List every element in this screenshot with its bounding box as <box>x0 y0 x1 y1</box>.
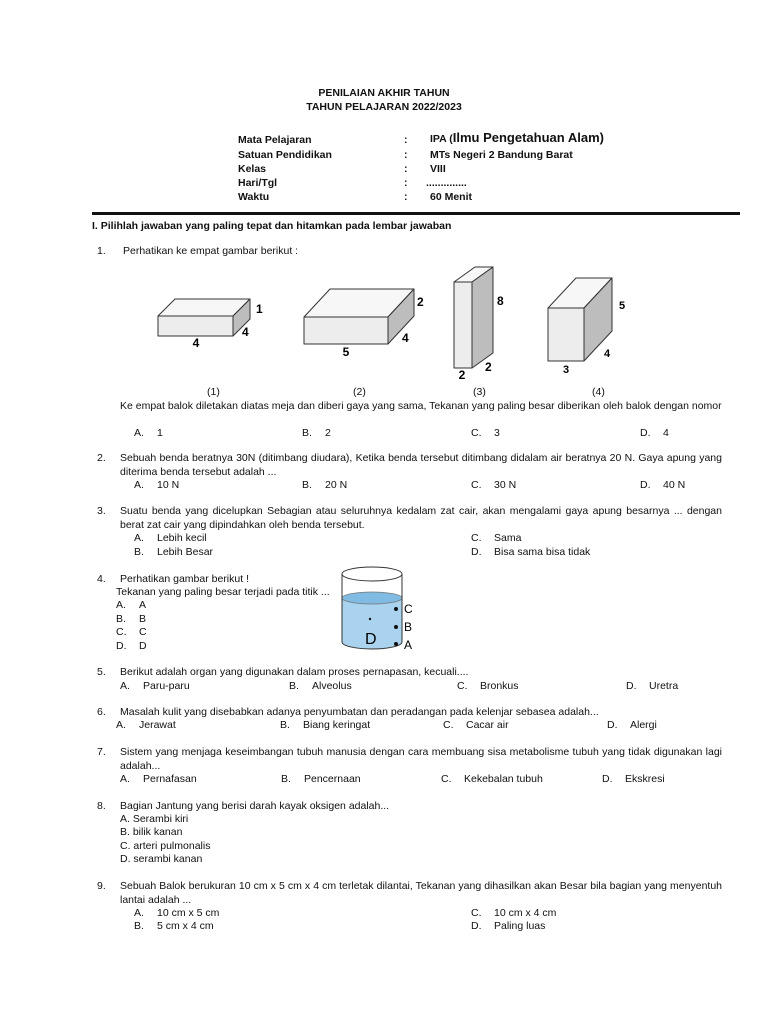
block-4-length: 3 <box>562 364 570 376</box>
label-time: Waktu <box>238 191 270 203</box>
block-3-height: 8 <box>497 294 504 308</box>
question-text: Masalah kulit yang disebabkan adanya penyumbatan dan peradangan pada kelenjar sebasea adalah... <box>120 706 599 718</box>
block-4-width: 4 <box>604 348 611 360</box>
water-cylinder-figure <box>330 562 430 662</box>
figure-label-3: (3) <box>473 386 486 398</box>
option-a[interactable]: A. Lebih kecil <box>134 532 207 544</box>
value-class: VIII <box>430 163 446 175</box>
value-subject: IPA (Ilmu Pengetahuan Alam) <box>430 130 604 145</box>
question-number: 6. <box>97 706 106 718</box>
option-c[interactable]: C. Cacar air <box>443 719 509 731</box>
figure-label-2: (2) <box>353 386 366 398</box>
option-d[interactable]: D. Paling luas <box>471 920 546 932</box>
header-divider <box>92 212 740 215</box>
block-1 <box>158 299 250 336</box>
option-a[interactable]: A. Serambi kiri <box>120 813 189 825</box>
label-day-date: Hari/Tgl <box>238 177 278 189</box>
point-d-label: D <box>365 631 377 648</box>
point-c-label: C <box>404 602 413 616</box>
exam-subtitle: TAHUN PELAJARAN 2022/2023 <box>306 101 462 113</box>
point-c-marker <box>394 607 398 611</box>
block-4 <box>548 278 612 361</box>
question-number: 5. <box>97 666 106 678</box>
question-prompt: Perhatikan ke empat gambar berikut : <box>123 245 299 257</box>
question-number: 2. <box>97 452 106 464</box>
question-number: 8. <box>97 800 106 812</box>
option-b[interactable]: B. bilik kanan <box>120 826 183 838</box>
option-c[interactable]: C. C <box>116 626 147 638</box>
block-2-length: 5 <box>342 345 350 359</box>
option-c[interactable]: C. Sama <box>471 532 522 544</box>
option-a[interactable]: A. Pernafasan <box>120 773 197 785</box>
option-c[interactable]: C. 3 <box>471 427 500 439</box>
question-line-2: Tekanan yang paling besar terjadi pada titik ... <box>116 586 330 598</box>
option-a[interactable]: A. Paru-paru <box>120 680 190 692</box>
section-instruction: I. Pilihlah jawaban yang paling tepat dan hitamkan pada lembar jawaban <box>92 220 452 232</box>
option-b[interactable]: B. 20 N <box>302 479 348 491</box>
option-b[interactable]: B. B <box>116 613 147 625</box>
sep-subject: : <box>404 134 408 146</box>
value-time: 60 Menit <box>430 191 473 203</box>
option-a[interactable]: A. A <box>116 599 147 611</box>
block-2-width: 4 <box>402 331 409 345</box>
figure-label-1: (1) <box>207 386 220 398</box>
question-number: 9. <box>97 880 106 892</box>
question-line-1: Perhatikan gambar berikut ! <box>120 573 249 585</box>
option-d[interactable]: D. serambi kanan <box>120 853 203 865</box>
block-3-length: 2 <box>458 368 466 382</box>
point-a-label: A <box>404 638 413 652</box>
value-day-date: .............. <box>426 177 467 189</box>
option-a[interactable]: A. 10 cm x 5 cm <box>134 907 220 919</box>
question-number: 1. <box>97 245 106 257</box>
option-c[interactable]: C. arteri pulmonalis <box>120 840 211 852</box>
question-text: Sebuah benda beratnya 30N (ditimbang diudara), Ketika benda tersebut ditimbang didalam air beratnya 20 N. Gaya apung yang diterima benda tersebut adalah ... <box>120 452 722 478</box>
option-c[interactable]: C. 30 N <box>471 479 517 491</box>
option-c[interactable]: C. Kekebalan tubuh <box>441 773 543 785</box>
option-b[interactable]: B. Biang keringat <box>280 719 371 731</box>
block-2-height: 2 <box>417 295 424 309</box>
option-d[interactable]: D. Uretra <box>626 680 679 692</box>
option-d[interactable]: D. Bisa sama bisa tidak <box>471 546 591 558</box>
option-c[interactable]: C. Bronkus <box>457 680 519 692</box>
point-b-label: B <box>404 620 413 634</box>
option-d[interactable]: D. 4 <box>640 427 669 439</box>
question-text: Bagian Jantung yang berisi darah kayak oksigen adalah... <box>120 800 390 812</box>
block-2 <box>304 289 414 344</box>
block-1-width: 4 <box>242 325 249 339</box>
option-b[interactable]: B. 2 <box>302 427 331 439</box>
block-1-height: 1 <box>256 302 263 316</box>
point-marker <box>369 618 371 620</box>
option-d[interactable]: D. D <box>116 640 147 652</box>
question-text: Ke empat balok diletakan diatas meja dan diberi gaya yang sama, Tekanan yang paling besar diberikan oleh balok dengan nomor <box>120 400 722 412</box>
label-class: Kelas <box>238 163 267 175</box>
question-text: Sistem yang menjaga keseimbangan tubuh manusia dengan cara membuang sisa metabolisme tubuh yang tidak digunakan lagi adalah... <box>120 746 722 772</box>
exam-title: PENILAIAN AKHIR TAHUN <box>318 87 450 99</box>
label-subject: Mata Pelajaran <box>238 134 312 146</box>
question-number: 7. <box>97 746 106 758</box>
question-text: Suatu benda yang dicelupkan Sebagian atau seluruhnya kedalam zat cair, akan mengalami gaya apung besarnya ... dengan berat zat cair yang dipindahkan oleh benda tersebut. <box>120 505 722 531</box>
option-a[interactable]: A. 1 <box>134 427 163 439</box>
block-3 <box>454 267 493 368</box>
sep-day-date: : <box>404 177 408 189</box>
block-4-height: 5 <box>619 300 626 312</box>
question-text: Sebuah Balok berukuran 10 cm x 5 cm x 4 cm terletak dilantai, Tekanan yang dihasilkan akan Besar bila bagian yang menyentuh lantai adalah ... <box>120 880 722 906</box>
sep-school-unit: : <box>404 149 408 161</box>
question-number: 4. <box>97 573 106 585</box>
option-b[interactable]: B. Alveolus <box>289 680 352 692</box>
option-c[interactable]: C. 10 cm x 4 cm <box>471 907 557 919</box>
sep-class: : <box>404 163 408 175</box>
point-a-marker <box>394 642 398 646</box>
value-school-unit: MTs Negeri 2 Bandung Barat <box>430 149 573 161</box>
blocks-figure <box>0 260 768 400</box>
block-1-length: 4 <box>192 336 200 350</box>
option-b[interactable]: B. 5 cm x 4 cm <box>134 920 214 932</box>
sep-time: : <box>404 191 408 203</box>
block-3-width: 2 <box>485 360 492 374</box>
question-text: Berikut adalah organ yang digunakan dalam proses pernapasan, kecuali.... <box>120 666 469 678</box>
option-d[interactable]: D. 40 N <box>640 479 686 491</box>
figure-label-4: (4) <box>592 386 605 398</box>
question-number: 3. <box>97 505 106 517</box>
option-a[interactable]: A. 10 N <box>134 479 180 491</box>
point-b-marker <box>394 625 398 629</box>
option-b[interactable]: B. Lebih Besar <box>134 546 214 558</box>
option-a[interactable]: A. Jerawat <box>116 719 176 731</box>
label-school-unit: Satuan Pendidikan <box>238 149 332 161</box>
option-d[interactable]: D. Ekskresi <box>602 773 665 785</box>
option-b[interactable]: B. Pencernaan <box>281 773 361 785</box>
option-d[interactable]: D. Alergi <box>607 719 657 731</box>
